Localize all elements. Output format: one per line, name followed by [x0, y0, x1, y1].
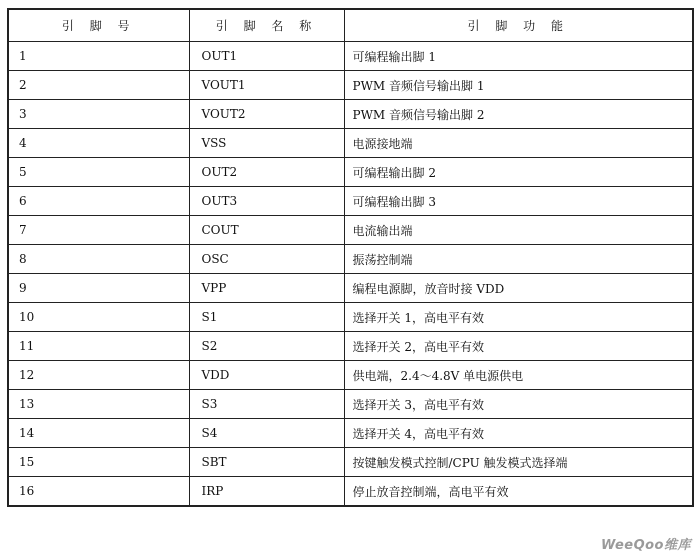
- pin-name-cell: S1: [189, 303, 344, 332]
- pin-name-cell: VSS: [189, 129, 344, 158]
- pin-number-cell: 13: [8, 390, 189, 419]
- pin-name-cell: OUT1: [189, 42, 344, 71]
- table-row: [8, 100, 693, 129]
- pin-name-cell: SBT: [189, 448, 344, 477]
- table-row: [8, 245, 693, 274]
- pin-name-cell: VOUT2: [189, 100, 344, 129]
- pin-function-cell: PWM 音频信号输出脚 2: [344, 100, 693, 129]
- pin-name-cell: VDD: [189, 361, 344, 390]
- pin-function-cell: 按键触发模式控制/CPU 触发模式选择端: [344, 448, 693, 477]
- pin-function-cell: 供电端，2.4～4.8V 单电源供电: [344, 361, 693, 390]
- table-row: [8, 158, 693, 187]
- table-row: [8, 274, 693, 303]
- table-row: [8, 332, 693, 361]
- table-row: [8, 303, 693, 332]
- header-pin-number: 引 脚 号: [8, 9, 189, 42]
- pin-function-cell: 编程电源脚，放音时接 VDD: [344, 274, 693, 303]
- pin-number-cell: 1: [8, 42, 189, 71]
- pin-function-cell: 选择开关 4，高电平有效: [344, 419, 693, 448]
- pin-function-cell: 电流输出端: [344, 216, 693, 245]
- pin-number-cell: 2: [8, 71, 189, 100]
- pin-function-cell: 可编程输出脚 2: [344, 158, 693, 187]
- pin-function-cell: 选择开关 2，高电平有效: [344, 332, 693, 361]
- pin-name-cell: COUT: [189, 216, 344, 245]
- pin-function-cell: 可编程输出脚 3: [344, 187, 693, 216]
- watermark-logo: WeeQoo维库: [598, 533, 694, 554]
- table-row: [8, 390, 693, 419]
- table-body: [8, 42, 693, 507]
- pin-name-cell: OUT3: [189, 187, 344, 216]
- pin-function-cell: 停止放音控制端，高电平有效: [344, 477, 693, 507]
- table-row: [8, 477, 693, 507]
- table-row: [8, 42, 693, 71]
- pin-number-cell: 8: [8, 245, 189, 274]
- table-row: [8, 419, 693, 448]
- pin-name-cell: OSC: [189, 245, 344, 274]
- pin-number-cell: 15: [8, 448, 189, 477]
- pin-function-cell: 选择开关 3，高电平有效: [344, 390, 693, 419]
- pin-number-cell: 4: [8, 129, 189, 158]
- pin-function-cell: 振荡控制端: [344, 245, 693, 274]
- pin-name-cell: IRP: [189, 477, 344, 507]
- pin-number-cell: 10: [8, 303, 189, 332]
- pin-number-cell: 12: [8, 361, 189, 390]
- table-row: [8, 129, 693, 158]
- pin-function-cell: PWM 音频信号输出脚 1: [344, 71, 693, 100]
- header-pin-name: 引 脚 名 称: [189, 9, 344, 42]
- table-header: [8, 9, 693, 42]
- pin-number-cell: 16: [8, 477, 189, 507]
- pin-name-cell: VOUT1: [189, 71, 344, 100]
- table-row: [8, 448, 693, 477]
- pin-name-cell: VPP: [189, 274, 344, 303]
- pin-name-cell: S2: [189, 332, 344, 361]
- table-row: [8, 216, 693, 245]
- table-row: [8, 361, 693, 390]
- pin-number-cell: 11: [8, 332, 189, 361]
- pin-number-cell: 14: [8, 419, 189, 448]
- pin-number-cell: 9: [8, 274, 189, 303]
- pin-name-cell: S4: [189, 419, 344, 448]
- pin-function-cell: 选择开关 1，高电平有效: [344, 303, 693, 332]
- header-row: [8, 9, 693, 42]
- table-row: [8, 187, 693, 216]
- pin-function-cell: 电源接地端: [344, 129, 693, 158]
- pin-number-cell: 5: [8, 158, 189, 187]
- pin-number-cell: 7: [8, 216, 189, 245]
- table-row: [8, 71, 693, 100]
- pin-name-cell: S3: [189, 390, 344, 419]
- pin-name-cell: OUT2: [189, 158, 344, 187]
- pin-number-cell: 3: [8, 100, 189, 129]
- pin-function-table: [7, 8, 694, 507]
- header-pin-function: 引 脚 功 能: [344, 9, 693, 42]
- pin-number-cell: 6: [8, 187, 189, 216]
- pin-function-cell: 可编程输出脚 1: [344, 42, 693, 71]
